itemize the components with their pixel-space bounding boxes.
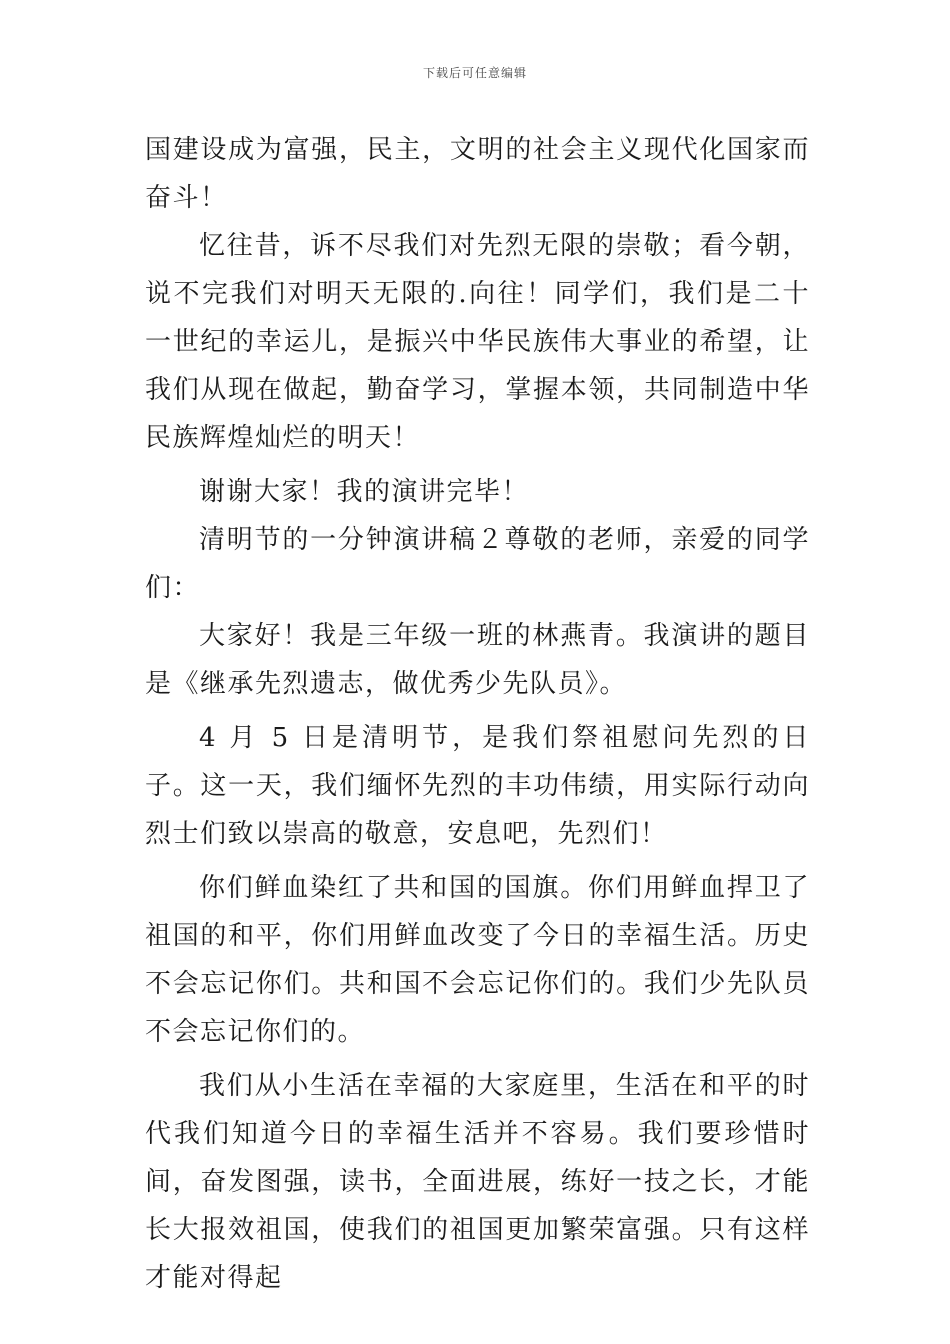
paragraph-7: 你们鲜血染红了共和国的国旗。你们用鲜血捍卫了祖国的和平，你们用鲜血改变了今日的幸福生活。历史不会忘记你们。共和国不会忘记你们的。我们少先队员不会忘记你们的。 — [145, 873, 810, 1047]
paragraph-1: 国建设成为富强，民主，文明的社会主义现代化国家而奋斗！ — [145, 135, 810, 213]
paragraph-4: 清明节的一分钟演讲稿２尊敬的老师，亲爱的同学们： — [145, 525, 810, 603]
document-body — [145, 126, 810, 1308]
paragraph-8: 我们从小生活在幸福的大家庭里，生活在和平的时代我们知道今日的幸福生活并不容易。我们要珍惜时间，奋发图强，读书，全面进展，练好一技之长，才能长大报效祖国，使我们的祖国更加繁荣富强。只有这样才能对得起 — [145, 1071, 810, 1293]
page-header: 下载后可任意编辑 — [422, 66, 527, 80]
paragraph-6: 4 月 5 日是清明节，是我们祭祖慰问先烈的日子。这一天，我们缅怀先烈的丰功伟绩，用实际行动向烈士们致以崇高的敬意，安息吧，先烈们！ — [145, 723, 810, 849]
paragraph-3: 谢谢大家！我的演讲完毕！ — [199, 477, 530, 507]
paragraph-2: 忆往昔，诉不尽我们对先烈无限的崇敬；看今朝，说不完我们对明天无限的.向往！同学们，我们是二十一世纪的幸运儿，是振兴中华民族伟大事业的希望，让我们从现在做起，勤奋学习，掌握本领，共同制造中华民族辉煌灿烂的明天！ — [145, 231, 810, 453]
paragraph-5: 大家好！我是三年级一班的林燕青。我演讲的题目是《继承先烈遗志，做优秀少先队员》。 — [145, 621, 810, 699]
